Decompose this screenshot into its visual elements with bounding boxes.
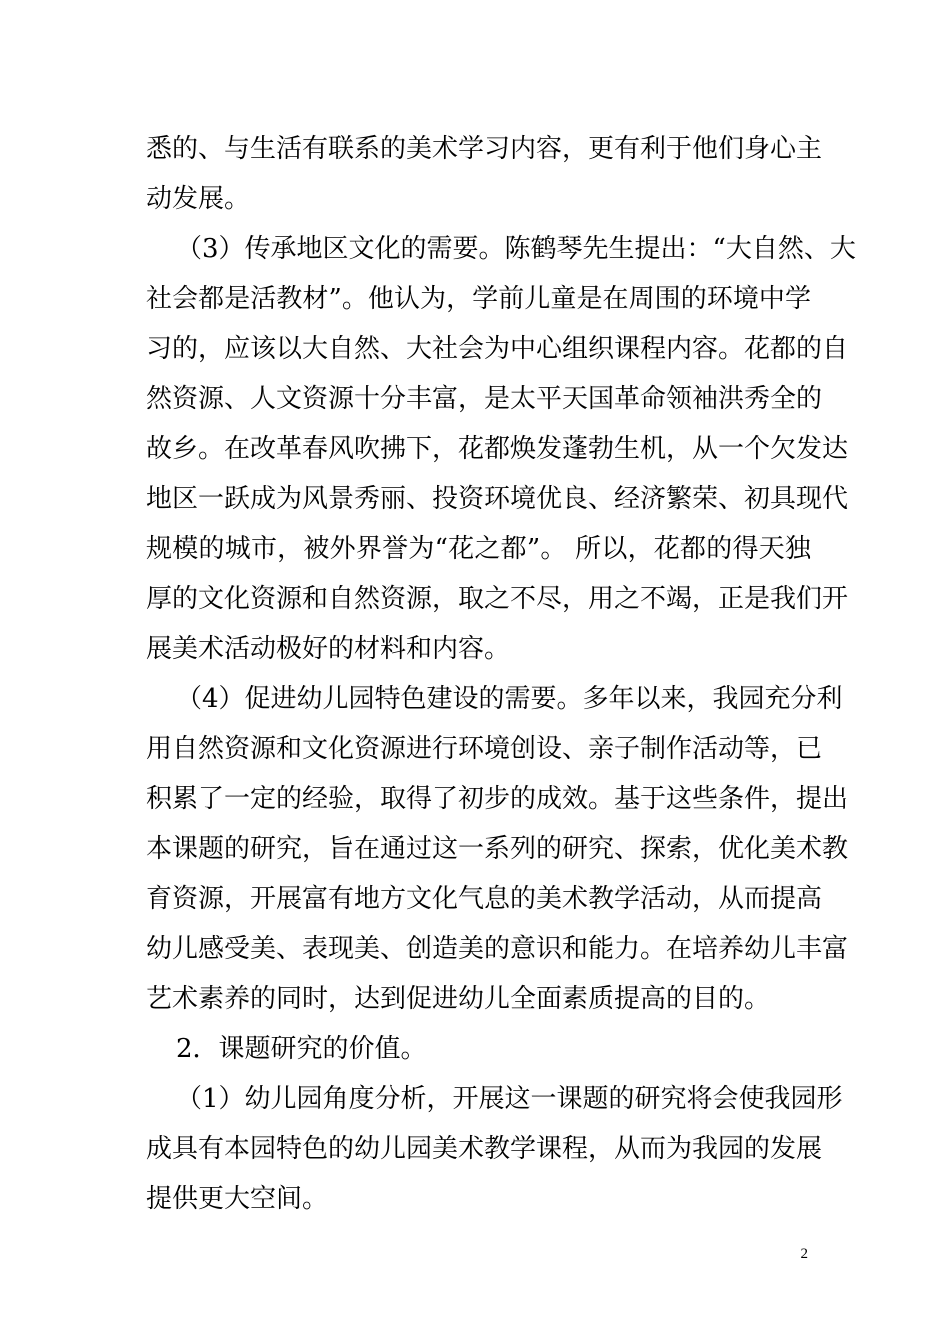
section-heading: 2．课题研究的价值。: [176, 1034, 427, 1064]
text-line: 幼儿感受美、表现美、创造美的意识和能力。在培养幼儿丰富: [146, 934, 849, 964]
text-line: 故乡。在改革春风吹拂下，花都焕发蓬勃生机，从一个欠发达: [146, 434, 849, 464]
text-line: 地区一跃成为风景秀丽、投资环境优良、经济繁荣、初具现代: [146, 484, 849, 514]
page-number: 2: [800, 1246, 808, 1262]
paragraph-1-heading-line: （1）幼儿园角度分析，开展这一课题的研究将会使我园形: [176, 1084, 843, 1114]
paragraph-4-heading-line: （4）促进幼儿园特色建设的需要。多年以来，我园充分利: [176, 684, 843, 714]
text-line: 动发展。: [146, 184, 251, 214]
text-line: 积累了一定的经验，取得了初步的成效。基于这些条件，提出: [146, 784, 849, 814]
text-line: 展美术活动极好的材料和内容。: [146, 634, 511, 664]
text-line: 用自然资源和文化资源进行环境创设、亲子制作活动等，已: [146, 734, 823, 764]
text-line: 习的，应该以大自然、大社会为中心组织课程内容。花都的自: [146, 334, 849, 364]
text-line: 社会都是活教材”。他认为，学前儿童是在周围的环境中学: [146, 284, 811, 314]
text-line: 提供更大空间。: [146, 1184, 329, 1214]
text-line: 艺术素养的同时，达到促进幼儿全面素质提高的目的。: [146, 984, 771, 1014]
text-line: 规模的城市，被外界誉为“花之都”。 所以，花都的得天独: [146, 534, 811, 564]
text-line: 本课题的研究，旨在通过这一系列的研究、探索，优化美术教: [146, 834, 849, 864]
text-line: 厚的文化资源和自然资源，取之不尽，用之不竭，正是我们开: [146, 584, 849, 614]
text-line: 成具有本园特色的幼儿园美术教学课程，从而为我园的发展: [146, 1134, 823, 1164]
text-line: 悉的、与生活有联系的美术学习内容，更有利于他们身心主: [146, 134, 823, 164]
text-line: 育资源，开展富有地方文化气息的美术教学活动，从而提高: [146, 884, 823, 914]
text-line: 然资源、人文资源十分丰富，是太平天国革命领袖洪秀全的: [146, 384, 823, 414]
paragraph-3-heading-line: （3）传承地区文化的需要。陈鹤琴先生提出：“大自然、大: [176, 234, 856, 264]
